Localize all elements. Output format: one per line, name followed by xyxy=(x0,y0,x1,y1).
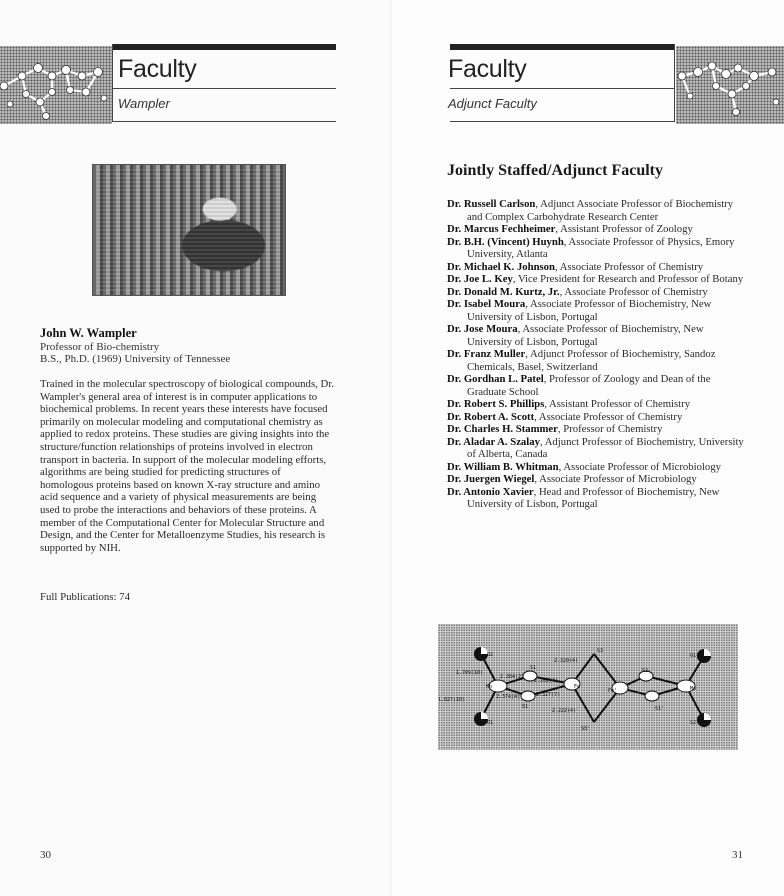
faculty-member-name: Dr. Robert S. Phillips xyxy=(447,398,545,410)
faculty-list-item xyxy=(447,298,747,323)
section-title: Faculty xyxy=(118,55,197,83)
faculty-member-name: Dr. B.H. (Vincent) Huynh xyxy=(447,235,564,248)
faculty-list-item xyxy=(447,236,747,261)
faculty-member-role: , Associate Professor of Chemistry xyxy=(559,285,708,298)
faculty-member-role: , Adjunct Professor of Biochemistry, Sandoz Chemicals, Basel, Switzerland xyxy=(467,348,716,373)
header-rule xyxy=(112,88,336,89)
faculty-member-name: Dr. Gordhan L. Patel xyxy=(447,373,544,385)
faculty-list-item xyxy=(447,486,747,511)
publications-count: Full Publications: 74 xyxy=(40,591,130,603)
faculty-member-name: Dr. Franz Muller xyxy=(447,348,526,360)
bond-label-4: 2.320(4) xyxy=(554,658,579,664)
faculty-list-item xyxy=(447,398,747,411)
faculty-list-item xyxy=(447,373,747,398)
faculty-member-role: , Adjunct Professor of Biochemistry, University of Alberta, Canada xyxy=(467,435,744,460)
header-bottom-rule xyxy=(112,121,336,122)
faculty-list-item xyxy=(447,223,747,236)
faculty-member-name: Dr. Antonio Xavier xyxy=(447,485,534,498)
faculty-member-role: , Professor of Zoology and Dean of the Graduate School xyxy=(467,373,711,398)
faculty-list-item xyxy=(447,198,747,223)
faculty-list-item xyxy=(447,323,747,348)
section-subtitle: Wampler xyxy=(118,96,170,111)
header-bar xyxy=(450,44,674,50)
faculty-member-role: , Vice President for Research and Professor of Botany xyxy=(512,273,744,285)
bond-label-6: 2.374(4) xyxy=(496,694,521,700)
faculty-member-name: Dr. Joe L. Key xyxy=(447,273,513,285)
header-divider xyxy=(112,44,113,122)
faculty-member-role: , Associate Professor of Microbiology xyxy=(534,473,697,485)
label-s3p: S3' xyxy=(581,726,591,732)
faculty-member-role: , Associate Professor of Chemistry xyxy=(534,410,683,423)
faculty-member-name: Dr. William B. Whitman xyxy=(447,460,559,473)
faculty-member-role: , Associate Professor of Microbiology xyxy=(558,460,721,473)
faculty-list-item xyxy=(447,261,747,274)
label-mo: Mo xyxy=(486,684,493,690)
label-s1-lower: S1 xyxy=(522,704,529,710)
faculty-list-item xyxy=(447,273,747,286)
section-subtitle: Adjunct Faculty xyxy=(448,96,537,111)
bond-label-7: 2.327(7) xyxy=(536,692,561,698)
faculty-member-role: , Associate Professor of Chemistry xyxy=(554,260,704,273)
faculty-list-item xyxy=(447,423,747,436)
faculty-title: Professor of Bio-chemistry xyxy=(40,341,160,353)
header-bar xyxy=(112,44,336,50)
bond-label-1: 1.709(10) xyxy=(456,670,484,676)
faculty-member-role: , Adjunct Associate Professor of Biochemistry and Complex Carbohydrate Research Center xyxy=(467,198,734,223)
faculty-list-item xyxy=(447,348,747,373)
page-number: 31 xyxy=(732,849,743,861)
faculty-member-name: Dr. Donald M. Kurtz, Jr. xyxy=(447,285,560,298)
bond-label-2: 2.264(2) xyxy=(500,674,525,680)
faculty-list-item xyxy=(447,473,747,486)
crystal-structure-figure xyxy=(438,624,738,750)
bond-label-3: 2.262(4) xyxy=(534,678,559,684)
faculty-member-name: Dr. Jose Moura xyxy=(447,323,518,335)
faculty-member-name: Dr. Aladar A. Szalay xyxy=(447,435,540,448)
label-s2p: S2' xyxy=(690,720,700,726)
faculty-member-role: , Assistant Professor of Chemistry xyxy=(544,398,691,410)
faculty-member-name: Dr. Charles H. Stammer xyxy=(447,423,558,435)
right-page xyxy=(392,0,784,896)
faculty-member-name: Dr. Russell Carlson xyxy=(447,198,536,210)
faculty-member-role: , Associate Professor of Biochemistry, New University of Lisbon, Portugal xyxy=(467,323,704,348)
label-o2: O2 xyxy=(487,652,494,658)
label-o1p: O1' xyxy=(690,653,700,659)
bond-label-8: 2.222(4) xyxy=(552,708,577,714)
adjunct-heading: Jointly Staffed/Adjunct Faculty xyxy=(447,162,663,179)
faculty-member-role: , Associate Professor of Physics, Emory University, Atlanta xyxy=(467,235,735,260)
faculty-member-name: Dr. Marcus Fechheimer xyxy=(447,223,556,235)
faculty-member-role: , Head and Professor of Biochemistry, New University of Lisbon, Portugal xyxy=(467,485,720,510)
adjunct-faculty-list xyxy=(447,198,747,511)
label-s3: S3 xyxy=(597,648,604,654)
faculty-member-name: Dr. Juergen Wiegel xyxy=(447,473,535,485)
header-divider xyxy=(674,44,675,122)
label-o1: O1 xyxy=(487,720,494,726)
label-fe2: Fe' xyxy=(608,688,618,694)
faculty-member-role: , Professor of Chemistry xyxy=(557,423,663,435)
faculty-bio: Trained in the molecular spectroscopy of biological compounds, Dr. Wampler's general area of interest is in computer applications to biochemical problems. In recent years these interests have focused primarily on molecular modeling and computational chemistry as applied to redox proteins. These studies are giving insights into the structure/function relationships of proteins involved in electron transport in bacteria. In support of the molecular modeling efforts, algorithms are being studied for predicting structures of homologous proteins based on known X-ray structure and amino acid sequence and a variety of physical measurements are being used to probe the interactions and behaviors of these proteins. A member of the Computational Center for Molecular Structure and Design, and the Center for Metalloenzyme Studies, his research is supported by NIH. xyxy=(40,378,335,554)
label-fe: Fe xyxy=(574,684,581,690)
faculty-member-name: Dr. Isabel Moura xyxy=(447,298,526,310)
faculty-member-name: Dr. Michael K. Johnson xyxy=(447,260,555,273)
molecule-icon xyxy=(0,46,112,124)
label-mo2: Mo xyxy=(690,686,697,692)
page-number: 30 xyxy=(40,849,51,861)
header-rule xyxy=(450,88,674,89)
label-s1p: S1' xyxy=(655,706,665,712)
label-s2: S2 xyxy=(642,668,649,674)
faculty-list-item xyxy=(447,461,747,474)
faculty-photo xyxy=(92,164,286,296)
faculty-name: John W. Wampler xyxy=(40,326,137,340)
bond-label-5: 1.827(10) xyxy=(438,697,466,703)
header-bottom-rule xyxy=(450,121,674,122)
faculty-member-role: , Assistant Professor of Zoology xyxy=(555,223,693,235)
faculty-member-role: , Associate Professor of Biochemistry, New University of Lisbon, Portugal xyxy=(467,298,712,323)
label-s1: S1 xyxy=(530,665,537,671)
faculty-list-item xyxy=(447,411,747,424)
molecule-icon xyxy=(676,46,784,124)
faculty-list-item xyxy=(447,436,747,461)
section-title: Faculty xyxy=(448,55,527,83)
faculty-degree: B.S., Ph.D. (1969) University of Tennessee xyxy=(40,353,231,365)
faculty-member-name: Dr. Robert A. Scott xyxy=(447,410,535,423)
faculty-list-item xyxy=(447,286,747,299)
